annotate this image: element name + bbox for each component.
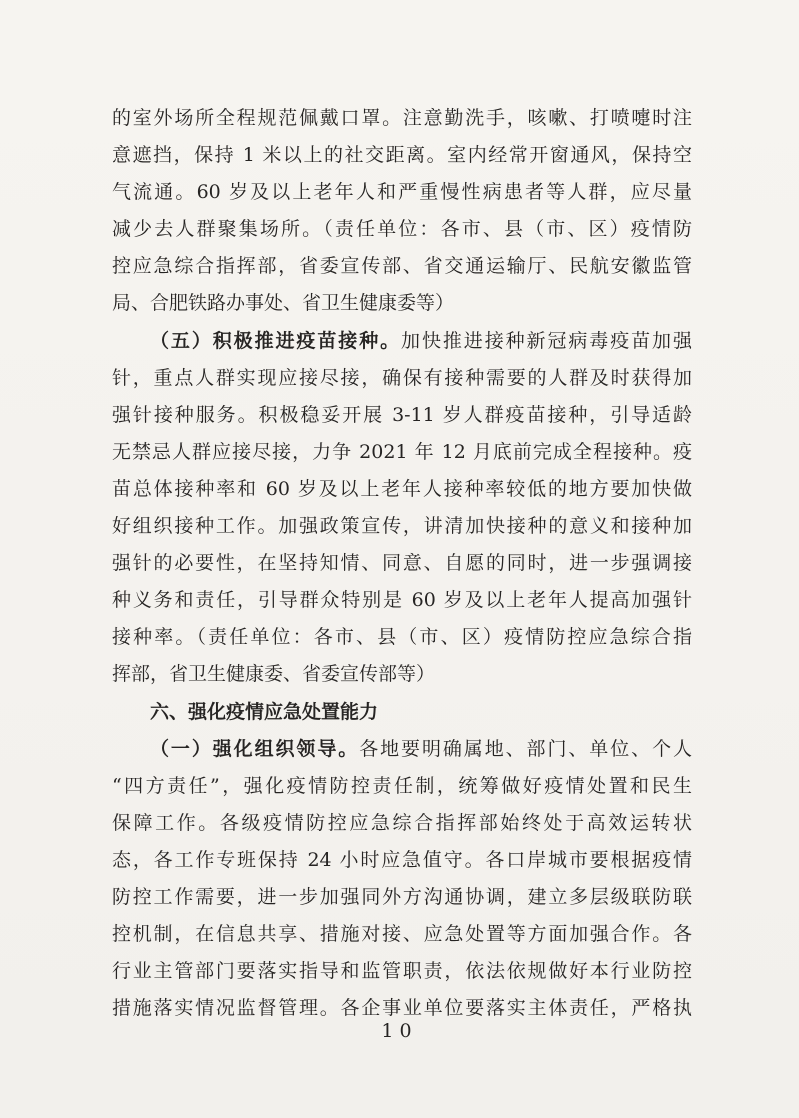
p3-line-2: “四方责任”，强化疫情防控责任制，统筹做好疫情处置和民生 [112,774,692,797]
p1-line-1: 的室外场所全程规范佩戴口罩。注意勤洗手，咳嗽、打喷嚏时注 [112,107,692,129]
p3-line-4: 态，各工作专班保持 24 小时应急值守。各口岸城市要根据疫情 [112,848,692,871]
p1-line-2: 意遮挡，保持 1 米以上的社交距离。室内经常开窗通风，保持空 [112,144,692,167]
p2-line-10: 挥部，省卫生健康委、省委宣传部等） [112,663,436,686]
p2-line-9: 接种率。（责任单位：各市、县（市、区）疫情防控应急综合指 [112,626,692,649]
p2-line-7: 强针的必要性，在坚持知情、同意、自愿的同时，进一步强调接 [112,552,692,575]
p3-line-8: 措施落实情况监督管理。各企事业单位要落实主体责任，严格执 [112,997,692,1020]
p2-first-rest: 加快推进接种新冠病毒疫苗加强 [401,329,692,352]
p1-line-3: 气流通。60 岁及以上老年人和严重慢性病患者等人群，应尽量 [112,181,692,204]
p1-line-4: 减少去人群聚集场所。（责任单位：各市、县（市、区）疫情防 [112,218,692,241]
p2-line-8: 种义务和责任，引导群众特别是 60 岁及以上老年人提高加强针 [112,589,692,612]
p3-line-3: 保障工作。各级疫情防控应急综合指挥部始终处于高效运转状 [112,811,692,834]
p3-title: （一）强化组织领导。 [150,737,360,760]
body-text [112,100,692,1027]
p2-title: （五）积极推进疫苗接种。 [150,329,402,352]
p2-line-3: 强针接种服务。积极稳妥开展 3-11 岁人群疫苗接种，引导适龄 [112,403,692,426]
p1-line-6: 局、合肥铁路办事处、省卫生健康委等） [112,292,455,315]
p3-line-7: 行业主管部门要落实指导和监管职责，依法依规做好本行业防控 [112,960,692,983]
p2-line-5: 苗总体接种率和 60 岁及以上老年人接种率较低的地方要加快做 [112,477,692,500]
p2-line-4: 无禁忌人群应接尽接，力争 2021 年 12 月底前完成全程接种。疫 [112,440,692,463]
p2-line-1 [112,323,692,360]
p3-first-rest: 各地要明确属地、部门、单位、个人 [359,737,692,760]
p1-line-5: 控应急综合指挥部，省委宣传部、省交通运输厅、民航安徽监管 [112,255,692,278]
p2-line-6: 好组织接种工作。加强政策宣传，讲清加快接种的意义和接种加 [112,515,692,538]
p2-line-2: 针，重点人群实现应接尽接，确保有接种需要的人群及时获得加 [112,366,692,389]
page-number: 10 [381,1020,418,1042]
p3-line-5: 防控工作需要，进一步加强同外方沟通协调，建立多层级联防联 [112,885,692,908]
p3-line-1 [112,731,692,768]
section-heading: 六、强化疫情应急处置能力 [150,700,379,723]
p3-line-6: 控机制，在信息共享、措施对接、应急处置等方面加强合作。各 [112,923,692,946]
